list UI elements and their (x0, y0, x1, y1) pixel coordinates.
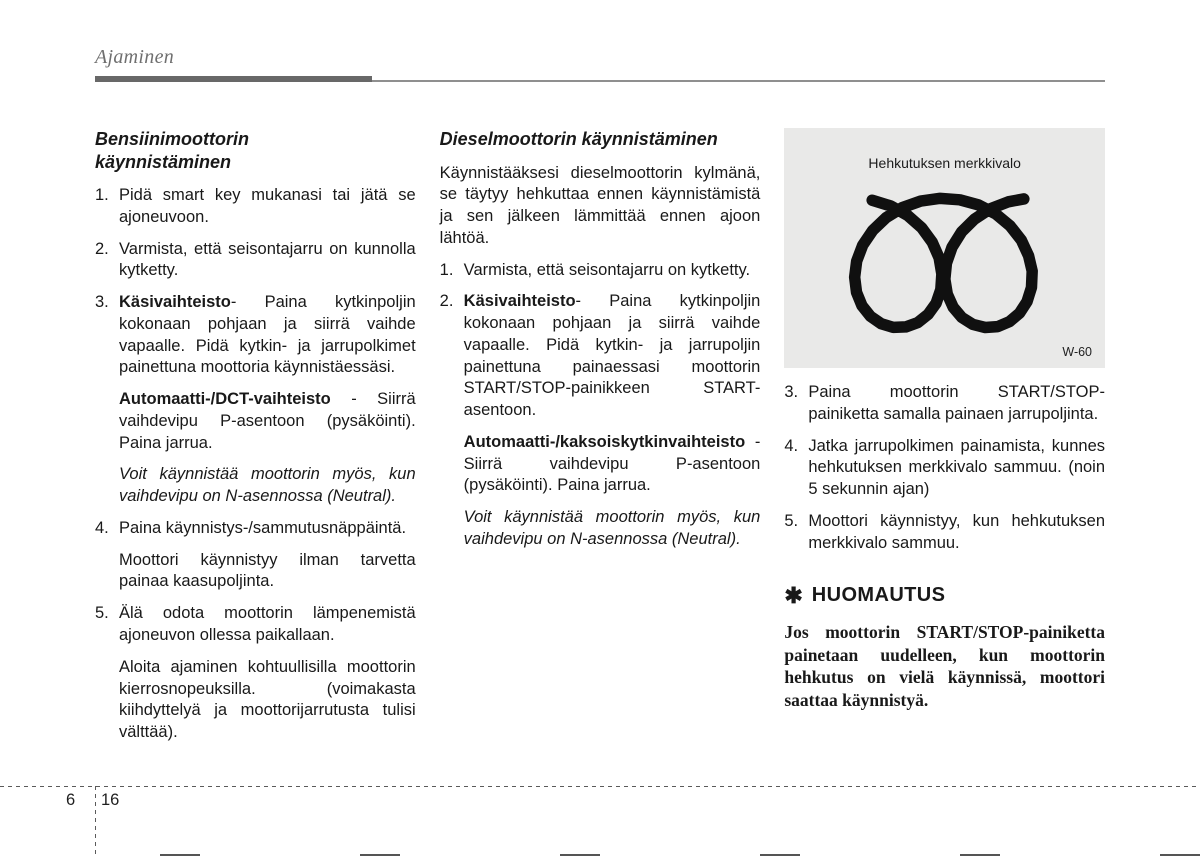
page-header (95, 46, 1105, 82)
diesel-heading: Dieselmoottorin käynnistäminen (439, 129, 718, 149)
list-item (95, 603, 416, 744)
item-body (119, 292, 416, 508)
item-text: Moottori käynnistyy, kun hehkutuksen merkkivalo sammuu. (808, 511, 1106, 552)
item-text-rest: - Siirrä vaihdevipu P-asentoon (pysäköinti). Paina jarrua. (463, 432, 761, 495)
list-item (440, 260, 761, 282)
item-body (808, 511, 1105, 555)
notice-heading (784, 582, 1105, 608)
item-number: 3. (95, 293, 109, 312)
header-rule (95, 76, 1105, 82)
content-columns (95, 128, 1105, 754)
footer-dashed-line (0, 786, 1200, 787)
column-gasoline (95, 128, 416, 754)
item-italic-note: Voit käynnistää moottorin myös, kun vaihdevipu on N-asennossa (Neutral). (463, 508, 761, 548)
item-body (119, 185, 416, 229)
list-item (95, 518, 416, 593)
item-italic-note: Voit käynnistää moottorin myös, kun vaihdevipu on N-asennossa (Neutral). (119, 465, 416, 506)
list-item (784, 511, 1105, 555)
item-text: Paina moottorin START/STOP-painiketta samalla painaen jarrupoljinta. (808, 383, 1106, 423)
item-text-rest: - Paina kytkinpoljin kokonaan pohjaan ja siirrä vaihde vapaalle. Pidä kytkin- ja jarrupolkimet painettuna moottoria käynnistäessäsi. (119, 293, 416, 377)
item-text-rest: - Siirrä vaihdevipu P-asentoon (pysäköinti). Paina jarrua. (119, 390, 416, 452)
notice-body: Jos moottorin START/STOP-painiketta painetaan uudelleen, kun moottorin hehkutus on vielä käynnissä, moottori saattaa käynnistyä. (784, 621, 1106, 710)
notice-title: HUOMAUTUS (811, 584, 946, 607)
item-number: 2. (95, 239, 109, 258)
item-extra-text: Moottori käynnistyy ilman tarvetta painaa kaasupoljinta. (119, 550, 416, 591)
item-text: Pidä smart key mukanasi tai jätä se ajoneuvoon. (119, 186, 416, 226)
item-lead: Käsivaihteisto (119, 293, 231, 312)
item-text: Varmista, että seisontajarru on kunnolla kytketty. (119, 239, 416, 280)
item-number: 4. (95, 518, 109, 537)
notice-section (784, 582, 1105, 711)
list-item (784, 436, 1105, 501)
item-text-rest: - Paina kytkinpoljin kokonaan pohjaan ja siirrä vaihde vapaalle. Pidä kytkin- ja jarrupoljin painettuna painaessasi moottorin START/STOP-painikkeen START-asentoon. (463, 292, 761, 420)
item-body (119, 239, 416, 283)
item-subparagraph (119, 389, 416, 454)
column-diesel-2 (784, 128, 1105, 754)
page-number: 16 (101, 791, 120, 809)
header-rule-thick (95, 76, 372, 82)
item-text (119, 292, 416, 379)
list-item (440, 291, 761, 550)
item-number: 2. (439, 292, 454, 311)
figure-code: W-60 (1062, 344, 1093, 359)
item-text: Jatka jarrupolkimen painamista, kunnes hehkutuksen merkkivalo sammuu. (noin 5 sekunnin ajan) (808, 436, 1106, 499)
item-number: 5. (784, 511, 799, 530)
diesel-intro: Käynnistääksesi dieselmoottorin kylmänä, se täytyy hehkuttaa ennen käynnistämistä ja sen jälkeen lämmittää ennen ajoon lähtöä. (439, 163, 761, 247)
item-subparagraph (464, 432, 761, 497)
item-lead: Käsivaihteisto (463, 292, 576, 311)
chapter-number: 6 (66, 791, 76, 809)
gasoline-heading: Bensiinimoottorin käynnistäminen (95, 129, 249, 172)
item-text: Varmista, että seisontajarru on kytketty. (463, 260, 751, 279)
item-body (464, 260, 761, 282)
item-lead: Automaatti-/kaksoiskytkinvaihteisto (463, 432, 746, 451)
item-body (464, 291, 761, 550)
item-extra-text: Aloita ajaminen kohtuullisilla moottorin kierrosnopeuksilla. (voimakasta kiihdyttelyä ja moottorijarrutusta tulisi välttää). (119, 657, 416, 742)
item-body (119, 603, 416, 744)
glow-plug-icon (839, 184, 1051, 342)
item-number: 3. (784, 383, 799, 401)
figure-label: Hehkutuksen merkkivalo (868, 155, 1021, 171)
list-item (95, 239, 416, 283)
footer-vertical-dashed-line (95, 786, 96, 856)
item-text (464, 291, 761, 422)
item-number: 4. (784, 436, 799, 455)
item-number: 5. (95, 604, 109, 623)
item-number: 1. (439, 260, 454, 279)
item-body (808, 436, 1105, 501)
item-text: Paina käynnistys-/sammutusnäppäintä. (119, 518, 407, 537)
column-diesel-1 (440, 128, 761, 754)
item-body (119, 518, 416, 593)
item-lead: Automaatti-/DCT-vaihteisto (119, 390, 331, 409)
list-item (95, 292, 416, 508)
notice-asterisk-icon: ✱ (784, 582, 803, 608)
list-item (95, 185, 416, 229)
item-body (808, 382, 1105, 426)
glow-indicator-figure (784, 128, 1105, 368)
running-header-title: Ajaminen (95, 46, 175, 68)
item-number: 1. (95, 186, 109, 204)
item-text: Älä odota moottorin lämpenemistä ajoneuvon ollessa paikallaan. (119, 604, 416, 645)
list-item (784, 382, 1105, 426)
